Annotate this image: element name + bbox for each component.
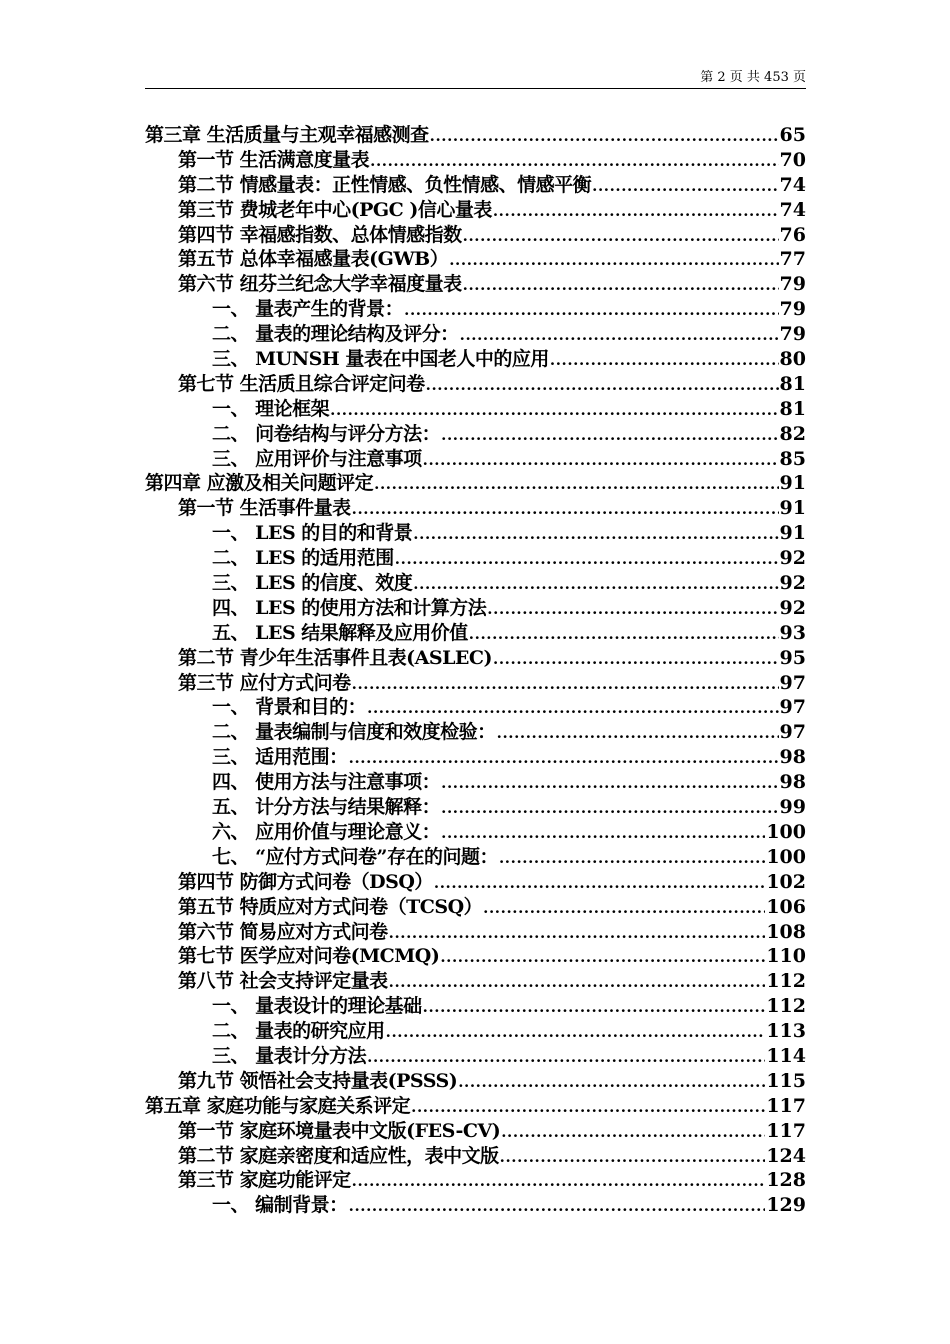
toc-dot-leader <box>469 622 779 646</box>
toc-dot-leader <box>500 1145 766 1169</box>
toc-entry-title: 三、 LES 的信度、效度 <box>212 572 413 595</box>
toc-entry[interactable] <box>145 123 806 148</box>
toc-entry-title: 一、 量表设计的理论基础 <box>212 995 422 1018</box>
toc-entry-title: 二、 量表编制与信度和效度检验： <box>212 721 496 744</box>
toc-dot-leader <box>411 1095 765 1119</box>
toc-entry-page-number: 74 <box>779 173 806 196</box>
toc-dot-leader <box>434 871 765 895</box>
toc-entry[interactable] <box>145 994 806 1019</box>
toc-entry-title: 一、 编制背景： <box>212 1194 348 1217</box>
toc-entry-title: 第三章 生活质量与主观幸福感测查 <box>145 124 429 146</box>
toc-entry-title: 第五节 总体幸福感量表(GWB） <box>178 248 449 271</box>
toc-dot-leader <box>441 771 778 795</box>
toc-entry[interactable] <box>145 546 806 571</box>
toc-dot-leader <box>423 995 766 1019</box>
toc-entry[interactable] <box>145 720 806 745</box>
toc-entry[interactable] <box>145 571 806 596</box>
toc-entry-page-number: 117 <box>766 1094 806 1117</box>
toc-entry-title: 第二节 情感量表：正性情感、负性情感、情感平衡 <box>178 173 592 196</box>
toc-entry-page-number: 97 <box>779 696 806 719</box>
toc-entry-page-number: 92 <box>779 572 806 595</box>
toc-dot-leader <box>499 846 765 870</box>
toc-entry-page-number: 93 <box>779 621 806 644</box>
toc-entry-page-number: 80 <box>779 348 806 371</box>
toc-entry-page-number: 117 <box>766 1119 806 1142</box>
toc-entry[interactable] <box>145 1044 806 1069</box>
toc-dot-leader <box>497 721 779 745</box>
toc-entry-page-number: 100 <box>766 845 806 868</box>
toc-entry-page-number: 113 <box>766 1020 806 1043</box>
toc-entry-title: 第九节 领悟社会支持量表(PSSS) <box>178 1069 458 1092</box>
toc-entry[interactable] <box>145 372 806 397</box>
toc-dot-leader <box>413 522 778 546</box>
toc-dot-leader <box>386 1020 766 1044</box>
toc-dot-leader <box>352 672 779 696</box>
toc-dot-leader <box>430 124 779 148</box>
toc-entry[interactable] <box>145 447 806 472</box>
toc-entry[interactable] <box>145 745 806 770</box>
toc-dot-leader <box>413 572 778 596</box>
toc-entry-title: 第八节 社会支持评定量表 <box>178 970 388 993</box>
toc-entry[interactable] <box>145 322 806 347</box>
toc-entry[interactable] <box>145 198 806 223</box>
toc-entry-page-number: 82 <box>779 422 806 445</box>
toc-entry-title: 第三节 应付方式问卷 <box>178 671 351 694</box>
toc-entry-title: 第三节 费城老年中心(PGC )信心量表 <box>178 198 492 221</box>
toc-entry-page-number: 102 <box>766 870 806 893</box>
toc-entry-title: 二、 LES 的适用范围 <box>212 547 394 570</box>
page-info: 第 2 页 共 453 页 <box>700 70 806 85</box>
toc-entry[interactable] <box>145 347 806 372</box>
toc-entry-page-number: 100 <box>766 820 806 843</box>
toc-entry-title: 第七节 生活质且综合评定问卷 <box>178 372 425 395</box>
toc-entry-page-number: 112 <box>766 970 806 993</box>
toc-dot-leader <box>423 448 779 472</box>
toc-entry-title: 七、 “应付方式问卷”存在的问题： <box>212 845 498 868</box>
toc-entry-title: 五、 计分方法与结果解释： <box>212 796 441 819</box>
toc-entry-page-number: 95 <box>779 646 806 669</box>
toc-entry[interactable] <box>145 1094 806 1119</box>
toc-entry-title: 第七节 医学应对问卷(MCMQ) <box>178 945 440 968</box>
toc-entry-page-number: 99 <box>779 796 806 819</box>
toc-entry-title: 第五章 家庭功能与家庭关系评定 <box>145 1094 411 1117</box>
toc-entry[interactable] <box>145 695 806 720</box>
toc-entry-title: 第一节 家庭环境量表中文版(FES-CV) <box>178 1119 501 1142</box>
toc-entry-title: 第二节 青少年生活事件且表(ASLEC) <box>178 646 493 669</box>
toc-entry-page-number: 106 <box>766 895 806 918</box>
toc-dot-leader <box>441 821 765 845</box>
toc-entry-title: 三、 适用范围： <box>212 746 348 769</box>
toc-dot-leader <box>349 746 779 770</box>
toc-entry-title: 第六节 纽芬兰纪念大学幸福度量表 <box>178 273 462 296</box>
toc-entry[interactable] <box>145 272 806 297</box>
toc-entry-title: 第二节 家庭亲密度和适应性，表中文版 <box>178 1144 499 1167</box>
toc-entry-title: 第三节 家庭功能评定 <box>178 1169 351 1192</box>
toc-entry-page-number: 85 <box>779 447 806 470</box>
toc-entry[interactable] <box>145 397 806 422</box>
toc-entry-page-number: 74 <box>779 198 806 221</box>
toc-entry-page-number: 92 <box>779 596 806 619</box>
toc-entry-page-number: 97 <box>779 721 806 744</box>
toc-dot-leader <box>483 896 765 920</box>
toc-dot-leader <box>592 174 778 198</box>
toc-entry-page-number: 91 <box>779 472 806 495</box>
toc-entry[interactable] <box>145 621 806 646</box>
toc-entry-page-number: 79 <box>779 323 806 346</box>
toc-entry-page-number: 70 <box>779 148 806 171</box>
toc-entry[interactable] <box>145 297 806 322</box>
toc-entry[interactable] <box>145 1119 806 1144</box>
toc-entry-page-number: 81 <box>779 397 806 420</box>
toc-entry-page-number: 97 <box>779 671 806 694</box>
toc-entry-page-number: 65 <box>779 124 806 146</box>
toc-entry[interactable] <box>145 1069 806 1094</box>
toc-entry-page-number: 115 <box>766 1069 806 1092</box>
toc-entry-page-number: 76 <box>779 223 806 246</box>
toc-entry[interactable] <box>145 471 806 496</box>
toc-dot-leader <box>460 323 779 347</box>
toc-dot-leader <box>389 970 766 994</box>
toc-entry-page-number: 92 <box>779 547 806 570</box>
page-header <box>145 62 806 89</box>
toc-entry-title: 第一节 生活满意度量表 <box>178 148 370 171</box>
toc-entry-title: 六、 应用价值与理论意义： <box>212 820 441 843</box>
toc-entry-title: 一、 背景和目的： <box>212 696 367 719</box>
toc-entry[interactable] <box>145 422 806 447</box>
toc-entry-page-number: 91 <box>779 497 806 520</box>
toc-entry-page-number: 91 <box>779 522 806 545</box>
toc-dot-leader <box>449 248 778 272</box>
toc-entry[interactable] <box>145 173 806 198</box>
toc-dot-leader <box>501 1120 765 1144</box>
toc-entry-title: 第四节 幸福感指数、总体情感指数 <box>178 223 462 246</box>
toc-entry[interactable] <box>145 795 806 820</box>
table-of-contents <box>145 123 806 1218</box>
toc-entry[interactable] <box>145 1193 806 1218</box>
toc-entry-title: 二、 量表的研究应用 <box>212 1020 385 1043</box>
toc-entry-title: 一、 量表产生的背景： <box>212 298 404 321</box>
toc-entry[interactable] <box>145 1144 806 1169</box>
toc-entry-title: 三、 应用评价与注意事项 <box>212 447 422 470</box>
toc-dot-leader <box>352 1169 766 1193</box>
toc-entry-title: 二、 问卷结构与评分方法： <box>212 422 441 445</box>
toc-entry[interactable] <box>145 770 806 795</box>
toc-dot-leader <box>426 373 779 397</box>
toc-dot-leader <box>493 647 779 671</box>
toc-entry-page-number: 112 <box>766 995 806 1018</box>
toc-dot-leader <box>493 199 779 223</box>
toc-entry[interactable] <box>145 895 806 920</box>
toc-entry-page-number: 79 <box>779 273 806 296</box>
toc-dot-leader <box>395 547 779 571</box>
toc-entry-page-number: 128 <box>766 1169 806 1192</box>
toc-dot-leader <box>463 224 779 248</box>
toc-dot-leader <box>458 1070 765 1094</box>
toc-entry-title: 第四章 应激及相关问题评定 <box>145 472 374 495</box>
toc-entry-page-number: 110 <box>766 945 806 968</box>
toc-entry[interactable] <box>145 920 806 945</box>
toc-entry-page-number: 98 <box>779 771 806 794</box>
toc-entry-page-number: 98 <box>779 746 806 769</box>
toc-entry-page-number: 108 <box>766 920 806 943</box>
toc-dot-leader <box>367 1045 765 1069</box>
toc-entry[interactable] <box>145 247 806 272</box>
toc-entry-page-number: 124 <box>766 1144 806 1167</box>
toc-entry-title: 第六节 简易应对方式问卷 <box>178 920 388 943</box>
toc-entry[interactable] <box>145 223 806 248</box>
toc-entry[interactable] <box>145 969 806 994</box>
toc-entry-title: 第四节 防御方式问卷（DSQ） <box>178 870 433 893</box>
toc-dot-leader <box>349 1194 766 1218</box>
toc-entry[interactable] <box>145 646 806 671</box>
toc-dot-leader <box>330 398 778 422</box>
toc-dot-leader <box>463 273 779 297</box>
toc-entry-title: 一、 理论框架 <box>212 397 330 420</box>
toc-entry-title: 四、 LES 的使用方法和计算方法 <box>212 596 487 619</box>
toc-dot-leader <box>352 497 779 521</box>
toc-dot-leader <box>367 696 778 720</box>
toc-entry-page-number: 77 <box>779 248 806 271</box>
toc-entry-page-number: 129 <box>766 1194 806 1217</box>
toc-entry[interactable] <box>145 1019 806 1044</box>
toc-entry-title: 第一节 生活事件量表 <box>178 497 351 520</box>
toc-entry[interactable] <box>145 944 806 969</box>
toc-entry-title: 一、 LES 的目的和背景 <box>212 522 413 545</box>
toc-dot-leader <box>370 149 778 173</box>
toc-dot-leader <box>441 796 778 820</box>
toc-entry[interactable] <box>145 870 806 895</box>
toc-entry[interactable] <box>145 596 806 621</box>
toc-entry[interactable] <box>145 845 806 870</box>
toc-dot-leader <box>441 423 778 447</box>
toc-entry-title: 二、 量表的理论结构及评分： <box>212 323 459 346</box>
toc-entry[interactable] <box>145 820 806 845</box>
toc-entry-title: 第五节 特质应对方式问卷（TCSQ） <box>178 895 483 918</box>
toc-dot-leader <box>374 472 778 496</box>
toc-entry-title: 三、 MUNSH 量表在中国老人中的应用 <box>212 348 549 371</box>
toc-dot-leader <box>389 921 766 945</box>
toc-dot-leader <box>550 348 779 372</box>
toc-entry[interactable] <box>145 521 806 546</box>
toc-entry-page-number: 81 <box>779 372 806 395</box>
toc-dot-leader <box>404 298 778 322</box>
toc-entry[interactable] <box>145 671 806 696</box>
toc-entry-title: 五、 LES 结果解释及应用价值 <box>212 621 468 644</box>
toc-dot-leader <box>487 597 778 621</box>
toc-entry[interactable] <box>145 1168 806 1193</box>
toc-entry-page-number: 79 <box>779 298 806 321</box>
toc-entry-page-number: 114 <box>766 1044 806 1067</box>
toc-entry[interactable] <box>145 496 806 521</box>
toc-entry-title: 三、 量表计分方法 <box>212 1044 367 1067</box>
toc-entry[interactable] <box>145 148 806 173</box>
toc-dot-leader <box>440 945 765 969</box>
toc-entry-title: 四、 使用方法与注意事项： <box>212 771 441 794</box>
